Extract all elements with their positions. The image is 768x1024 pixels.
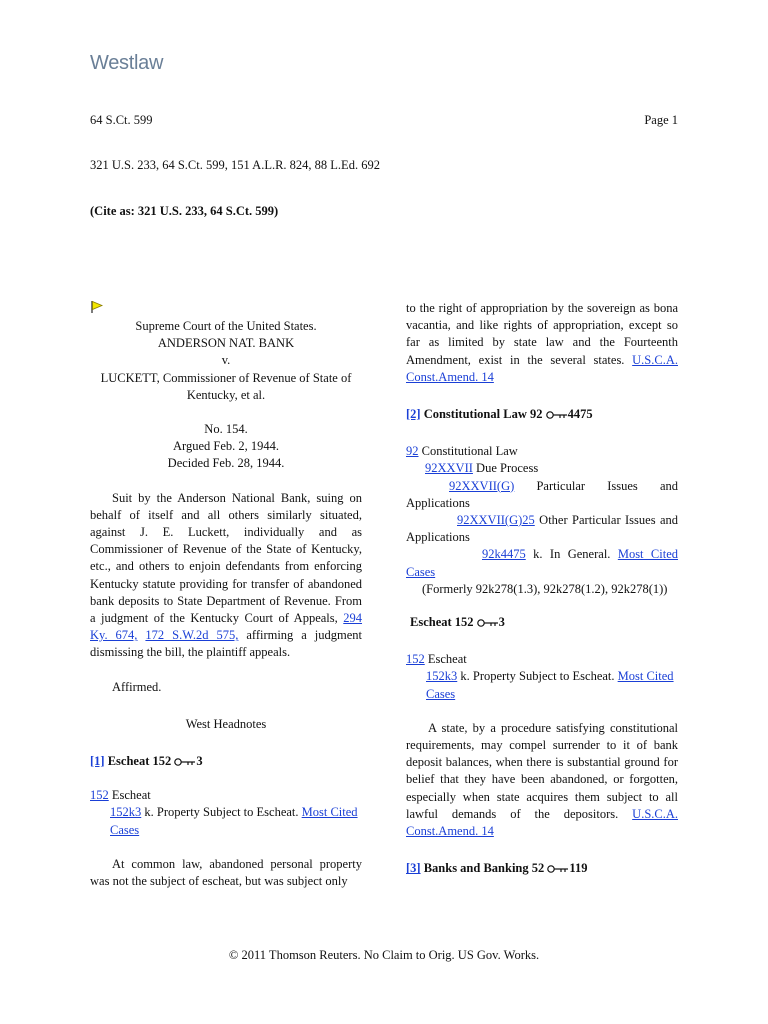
keynumber-link-92xxvii[interactable]: 92XXVII (425, 461, 473, 476)
synopsis: Suit by the Anderson National Bank, suing on behalf of itself and all others similarly situated, against J. E. Luckett, individually and as Commissioner of Revenue of the State of Kentucky, etc., and others to enjoin defendants from enforcing Kentucky statute providing for transfer of abandoned bank deposits to State Department of Revenue. From a judgment of the Kentucky Court of Appeals, 294 Ky. 674, 172 S.W.2d 575, affirming a judgment dismissing the bill, the plaintiff appeals. (90, 490, 363, 660)
subtopic-line-3: 92XXVII(G)25 Other Particular Issues and Applications (406, 513, 679, 545)
headnote-2-heading-escheat: Escheat 152 3 (410, 615, 505, 630)
headnote-1-heading: [1] Escheat 152 3 (90, 754, 203, 769)
key-symbol-icon (546, 410, 568, 420)
headnote-3-heading: [3] Banks and Banking 52 119 (406, 861, 588, 876)
headnote-1-body-part2: to the right of appropriation by the sovereign as bona vacantia, and like rights of appropriation, except so far as limited by state law and the Fourteenth Amendment, exist in the several states. U.S.C.A. Const.Amend. 14 (406, 301, 678, 384)
headnote-1-topic: 152 Escheat (90, 788, 151, 803)
keynumber-link-152k3[interactable]: 152k3 (426, 669, 458, 684)
topic-link-92[interactable]: 92 (406, 444, 419, 459)
headnote-1-body-part1: At common law, abandoned personal property was not the subject of escheat, but was subject only (90, 856, 362, 889)
keynumber-link-92xxviig25[interactable]: 92XXVII(G)25 (457, 513, 535, 528)
most-cited-cases-link[interactable]: Most Cited Cases (426, 669, 674, 701)
topic-link-152[interactable]: 152 (406, 652, 425, 667)
argued-date: Argued Feb. 2, 1944. (172, 439, 279, 454)
citation-header: 64 S.Ct. 599 (90, 113, 153, 127)
key-symbol-icon (547, 864, 569, 874)
docket-number: No. 154. (204, 422, 248, 437)
subtopic-line-1: 92XXVII Due Process (425, 461, 539, 476)
key-symbol-icon (477, 618, 499, 628)
decided-date: Decided Feb. 28, 1944. (167, 456, 285, 471)
citation-link-ky[interactable]: 294 Ky. 674, (90, 611, 363, 643)
keynumber-link-152k3[interactable]: 152k3 (110, 805, 142, 820)
right-column (406, 300, 678, 877)
citation-link-sw2d[interactable]: 172 S.W.2d 575, (145, 628, 239, 643)
escheat-subtopic: 152k3 k. Property Subject to Escheat. Most Cited Cases (426, 669, 674, 701)
keynumber-link-92xxviig[interactable]: 92XXVII(G) (449, 478, 515, 493)
headnote-2-heading: [2] Constitutional Law 92 4475 (406, 407, 593, 422)
parallel-citations: 321 U.S. 233, 64 S.Ct. 599, 151 A.L.R. 824, 88 L.Ed. 692 (90, 158, 380, 172)
escheat-topic: 152 Escheat (406, 652, 467, 667)
party-appellee-line1: LUCKETT, Commissioner of Revenue of State of (100, 370, 352, 385)
court-name: Supreme Court of the United States. (135, 319, 317, 333)
headnote-1-subtopic: 152k3 k. Property Subject to Escheat. Most Cited Cases (110, 805, 358, 837)
party-appellee-line2: Kentucky, et al. (186, 387, 266, 402)
headnote-2-body: A state, by a procedure satisfying constitutional requirements, may compel surrender to it of bank deposit balances, when there is substantial ground for belief that they have been abandoned, or forgotten, especially when state acquires them subject to all lawful demands of the depositors. U.S.C.A. Const.Amend. 14 (406, 720, 679, 839)
headnote-3-link[interactable]: [3] (406, 861, 421, 876)
west-headnotes-title: West Headnotes (185, 716, 267, 731)
subtopic-line-4: 92k4475 k. In General. Most Cited Cases (406, 547, 679, 579)
subtopic-line-2: 92XXVII(G) Particular Issues and Applications (406, 478, 678, 510)
keynumber-link-92k4475[interactable]: 92k4475 (482, 547, 526, 562)
formerly-note: (Formerly 92k278(1.3), 92k278(1.2), 92k278(1)) (422, 581, 668, 596)
topic-link-152[interactable]: 152 (90, 788, 109, 803)
versus: v. (221, 353, 231, 368)
yellow-flag-icon[interactable] (90, 300, 104, 314)
left-column (90, 300, 362, 890)
topic-line: 92 Constitutional Law (406, 444, 518, 459)
page-number: Page 1 (644, 113, 678, 127)
cite-as: (Cite as: 321 U.S. 233, 64 S.Ct. 599) (90, 204, 279, 218)
disposition: Affirmed. (112, 679, 162, 694)
westlaw-logo: Westlaw (90, 52, 164, 74)
copyright-footer: © 2011 Thomson Reuters. No Claim to Orig. US Gov. Works. (228, 948, 540, 962)
most-cited-cases-link[interactable]: Most Cited Cases (110, 805, 358, 837)
usca-link[interactable]: U.S.C.A. Const.Amend. 14 (406, 352, 678, 384)
key-symbol-icon (174, 757, 196, 767)
usca-link[interactable]: U.S.C.A. Const.Amend. 14 (406, 806, 679, 839)
most-cited-cases-link[interactable]: Most Cited Cases (406, 547, 679, 579)
party-appellant: ANDERSON NAT. BANK (157, 336, 295, 351)
headnote-1-link[interactable]: [1] (90, 754, 105, 769)
headnote-2-link[interactable]: [2] (406, 407, 421, 422)
